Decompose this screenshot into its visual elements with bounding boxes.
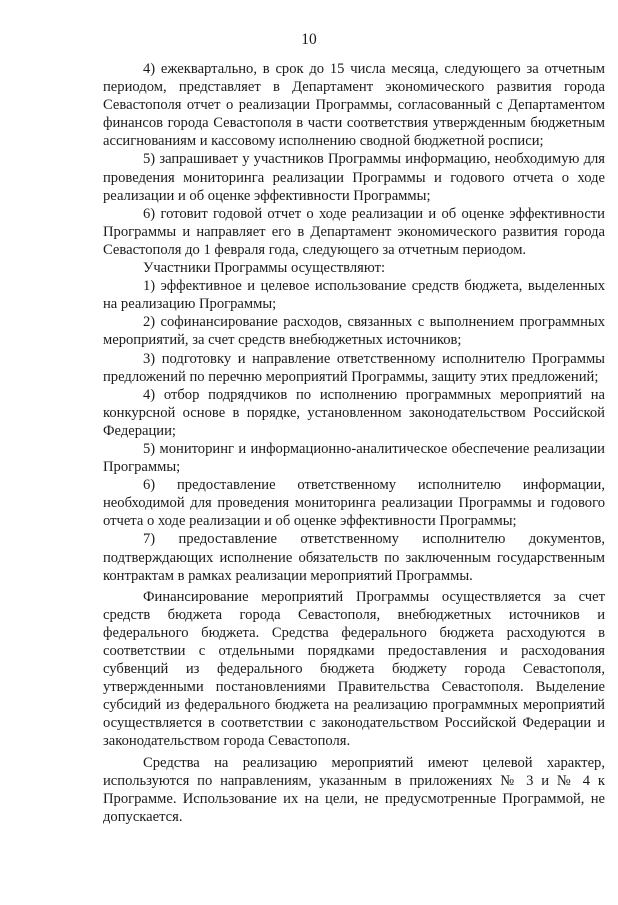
document-body	[103, 60, 605, 826]
paragraph-cofinancing: 2) софинансирование расходов, связанных с выполнением программных мероприятий, за счет средств внебюджетных источников;	[103, 314, 605, 349]
paragraph-financing: Финансирование мероприятий Программы осуществляется за счет средств бюджета города Севастополя, внебюджетных источников и федерального бюджета. Средства федерального бюджета расходуются в соответствии с отдельными порядками предоставления и расходования субвенций из федерального бюджета бюджету города Севастополя, утвержденными постановлениями Правительства Севастополя. Выделение субсидий из федерального бюджета на реализацию программных мероприятий осуществляется в соответствии с законодательством Российской Федерации и законодательством города Севастополя.	[103, 588, 605, 750]
paragraph-participants-heading: Участники Программы осуществляют:	[143, 260, 386, 277]
page-number: 10	[301, 31, 317, 48]
paragraph-information-provision: 6) предоставление ответственному исполнителю информации, необходимой для проведения мониторинга реализации Программы и годового отчета о ходе реализации и об оценке эффективности Программы;	[103, 477, 605, 530]
paragraph-proposals: 3) подготовку и направление ответственному исполнителю Программы предложений по перечню мероприятий Программы, защиту этих предложений;	[103, 350, 605, 385]
paragraph-monitoring: 5) мониторинг и информационно-аналитическое обеспечение реализации Программы;	[103, 440, 605, 476]
paragraph-quarterly-report: 4) ежеквартально, в срок до 15 числа месяца, следующего за отчетным периодом, представляет в Департамент экономического развития города Севастополя отчет о реализации Программы, согласованный с Департаментом финансов города Севастополя в части соответствия утвержденным бюджетным ассигнованиям и кассовому исполнению сводной бюджетной росписи;	[103, 61, 605, 150]
paragraph-budget-usage: 1) эффективное и целевое использование средств бюджета, выделенных на реализацию Программы;	[103, 278, 605, 313]
paragraph-annual-report: 6) готовит годовой отчет о ходе реализации и об оценке эффективности Программы и направляет его в Департамент экономического развития города Севастополя до 1 февраля года, следующего за отчетным периодом.	[103, 205, 605, 258]
paragraph-request-information: 5) запрашивает у участников Программы информацию, необходимую для проведения мониторинга реализации Программы и годового отчета о ходе реализации и об оценке эффективности Программы;	[103, 151, 605, 204]
paragraph-documents-provision: 7) предоставление ответственному исполнителю документов, подтверждающих исполнение обязательств по заключенным государственным контрактам в рамках реализации мероприятий Программы.	[103, 531, 605, 584]
paragraph-targeted-funds: Средства на реализацию мероприятий имеют целевой характер, используются по направлениям, указанным в приложениях № 3 и № 4 к Программе. Использование их на цели, не предусмотренные Программой, не допускается.	[103, 754, 605, 825]
paragraph-contractor-selection: 4) отбор подрядчиков по исполнению программных мероприятий на конкурсной основе в порядке, установленном законодательством Российской Федерации;	[103, 386, 605, 439]
